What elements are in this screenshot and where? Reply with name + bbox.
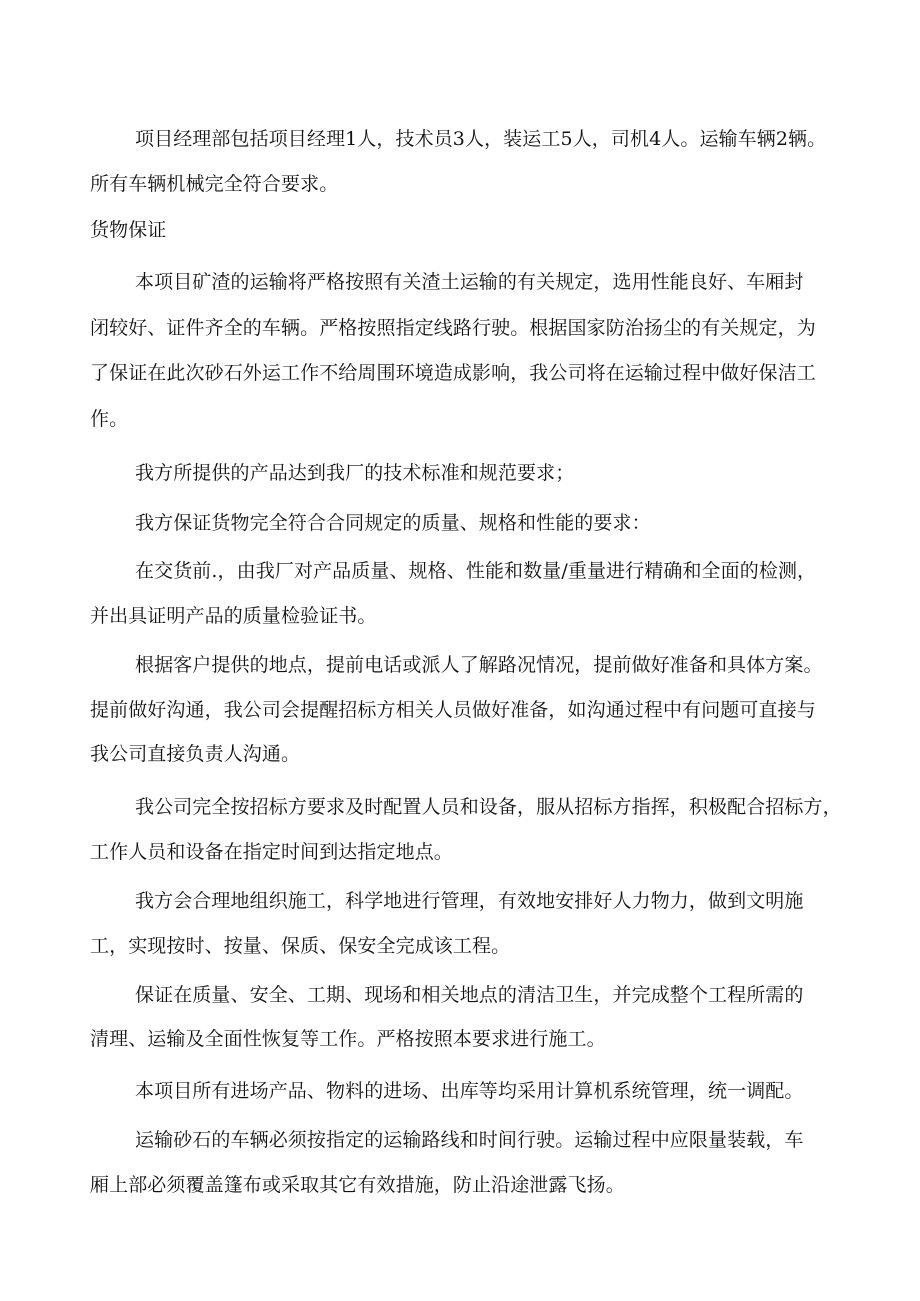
paragraph-line: 并出具证明产品的质量检验证书。 — [90, 605, 377, 627]
paragraph-line: 作。 — [90, 408, 129, 430]
paragraph-line: 运输砂石的车辆必须按指定的运输路线和时间行驶。运输过程中应限量装载，车 — [135, 1129, 804, 1151]
paragraph-line: 保证在质量、安全、工期、现场和相关地点的清洁卫生，并完成整个工程所需的 — [135, 984, 804, 1006]
paragraph-line: 厢上部必须覆盖篷布或采取其它有效措施，防止沿途泄露飞扬。 — [90, 1174, 625, 1196]
paragraph-line: 我公司完全按招标方要求及时配置人员和设备，服从招标方指挥，积极配合招标方， — [135, 796, 842, 818]
paragraph-line: 了保证在此次砂石外运工作不给周围环境造成影响，我公司将在运输过程中做好保洁工 — [90, 362, 816, 384]
paragraph-line: 所有车辆机械完全符合要求。 — [90, 173, 339, 195]
section-heading: 货物保证 — [90, 219, 167, 241]
paragraph-line: 我方会合理地组织施工，科学地进行管理，有效地安排好人力物力，做到文明施 — [135, 890, 804, 912]
paragraph-line: 我公司直接负责人沟通。 — [90, 743, 301, 765]
paragraph-line: 我方所提供的产品达到我厂的技术标准和规范要求； — [135, 462, 575, 484]
paragraph-line: 闭较好、证件齐全的车辆。严格按照指定线路行驶。根据国家防治扬尘的有关规定，为 — [90, 317, 816, 339]
paragraph-line: 我方保证货物完全符合合同规定的质量、规格和性能的要求： — [135, 512, 651, 534]
paragraph-line: 清理、运输及全面性恢复等工作。严格按照本要求进行施工。 — [90, 1028, 606, 1050]
paragraph-line: 提前做好沟通，我公司会提醒招标方相关人员做好准备，如沟通过程中有问题可直接与 — [90, 699, 816, 721]
paragraph-line: 工，实现按时、按量、保质、保安全完成该工程。 — [90, 935, 511, 957]
paragraph-line: 在交货前.，由我厂对产品质量、规格、性能和数量/重量进行精确和全面的检测， — [135, 560, 817, 582]
paragraph-line: 工作人员和设备在指定时间到达指定地点。 — [90, 841, 453, 863]
paragraph-line: 项目经理部包括项目经理1人，技术员3人，装运工5人，司机4人。运输车辆2辆。 — [135, 128, 827, 150]
paragraph-line: 根据客户提供的地点，提前电话或派人了解路况情况，提前做好准备和具体方案。 — [135, 654, 823, 676]
paragraph-line: 本项目矿渣的运输将严格按照有关渣土运输的有关规定，选用性能良好、车厢封 — [135, 271, 804, 293]
paragraph-line: 本项目所有进场产品、物料的进场、出库等均采用计算机系统管理，统一调配。 — [135, 1080, 804, 1102]
